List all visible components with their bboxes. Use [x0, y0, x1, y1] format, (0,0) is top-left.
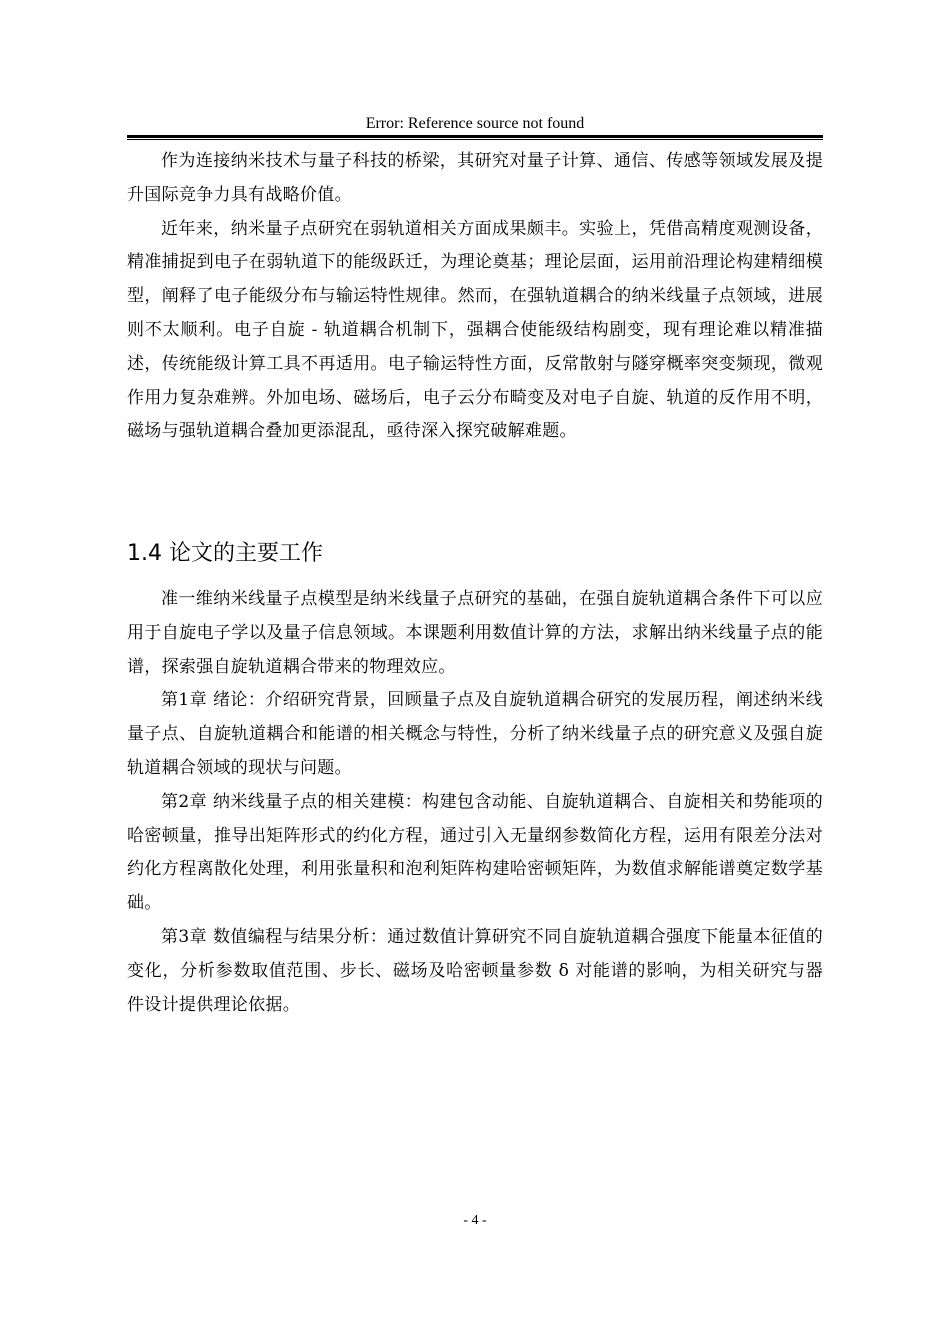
running-header: Error: Reference source not found [365, 115, 585, 132]
section-heading: 1.4 论文的主要工作 [127, 541, 323, 566]
chapter-2-summary: 第2章 纳米线量子点的相关建模：构建包含动能、自旋轨道耦合、自旋相关和势能项的哈密顿量，推导出矩阵形式的约化方程，通过引入无量纲参数简化方程，运用有限差分法对约化方程离散化处理，利用张量积和泡利矩阵构建哈密顿矩阵，为数值求解能谱奠定数学基础。 [127, 791, 823, 914]
section-body [127, 583, 823, 1022]
header-rule-thin [127, 139, 823, 140]
chapter-1-summary: 第1章 绪论：介绍研究背景，回顾量子点及自旋轨道耦合研究的发展历程，阐述纳米线量子点、自旋轨道耦合和能谱的相关概念与特性，分析了纳米线量子点的研究意义及强自旋轨道耦合领域的现状与问题。 [127, 690, 823, 778]
intro-paragraph-2: 近年来，纳米量子点研究在弱轨道相关方面成果颇丰。实验上，凭借高精度观测设备，精准捕捉到电子在弱轨道下的能级跃迁，为理论奠基；理论层面，运用前沿理论构建精细模型，阐释了电子能级分布与输运特性规律。然而，在强轨道耦合的纳米线量子点领域，进展则不太顺利。电子自旋 - 轨道耦合机制下，强耦合使能级结构剧变，现有理论难以精准描述，传统能级计算工具不再适用。电子输运特性方面，反常散射与隧穿概率突变频现，微观作用力复杂难辨。外加电场、磁场后，电子云分布畸变及对电子自旋、轨道的反作用不明，磁场与强轨道耦合叠加更添混乱，亟待深入探究破解难题。 [127, 218, 823, 442]
intro-paragraph-1: 作为连接纳米技术与量子科技的桥梁，其研究对量子计算、通信、传感等领域发展及提升国际竞争力具有战略价值。 [127, 151, 823, 205]
chapter-3-summary: 第3章 数值编程与结果分析：通过数值计算研究不同自旋轨道耦合强度下能量本征值的变化，分析参数取值范围、步长、磁场及哈密顿量参数 δ 对能谱的影响，为相关研究与器件设计提供理论依据。 [127, 926, 823, 1015]
page-number: - 4 - [463, 1213, 487, 1228]
header-rule-thick [127, 135, 823, 138]
intro-block [127, 145, 823, 449]
section-paragraph-1: 准一维纳米线量子点模型是纳米线量子点研究的基础，在强自旋轨道耦合条件下可以应用于自旋电子学以及量子信息领域。本课题利用数值计算的方法，求解出纳米线量子点的能谱，探索强自旋轨道耦合带来的物理效应。 [127, 589, 823, 677]
